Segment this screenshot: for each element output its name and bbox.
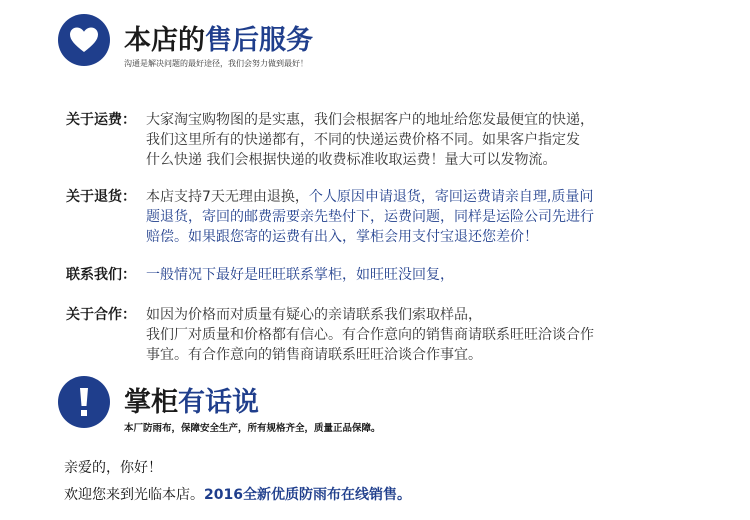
exclamation-badge (58, 376, 110, 428)
after-sales-subtitle: 沟通是解决问题的最好途径，我们会努力做到最好！ (124, 59, 308, 68)
after-sales-title: 本店的售后服务 (124, 25, 313, 56)
greeting-line-2: 欢迎您来到光临本店。2016全新优质防雨布在线销售。 (64, 487, 411, 503)
section-label: 联系我们： (66, 267, 136, 283)
section-line: 一般情况下最好是旺旺联系掌柜，如旺旺没回复， (146, 267, 454, 283)
heart-badge (58, 14, 110, 66)
section-line: 大家淘宝购物图的是实惠，我们会根据客户的地址给您发最便宜的快递， (146, 112, 594, 128)
section-line: 什么快递 我们会根据快递的收费标准收取运费！量大可以发物流。 (146, 152, 557, 168)
section-line: 我们这里所有的快递都有，不同的快递运费价格不同。如果客户指定发 (146, 132, 580, 148)
greeting-line-1: 亲爱的，你好！ (64, 460, 162, 476)
section-line: 我们厂对质量和价格都有信心。有合作意向的销售商请联系旺旺洽谈合作 (146, 327, 594, 343)
section-label: 关于运费： (66, 112, 136, 128)
section-line: 事宜。有合作意向的销售商请联系旺旺洽谈合作事宜。 (146, 347, 482, 363)
section-label: 关于合作： (66, 307, 136, 323)
section-label: 关于退货： (66, 189, 136, 205)
section-line: 题退货，寄回的邮费需要亲先垫付下，运费问题，同样是运险公司先进行 (146, 209, 594, 225)
section-line: 赔偿。如果跟您寄的运费有出入，掌柜会用支付宝退还您差价！ (146, 229, 538, 245)
after-sales-header (58, 14, 658, 74)
section-line: 本店支持7天无理由退换，个人原因申请退货，寄回运费请亲自理,质量问 (146, 189, 594, 205)
heart-icon (69, 26, 99, 54)
exclamation-icon (78, 386, 90, 418)
section-line: 如因为价格而对质量有疑心的亲请联系我们索取样品， (146, 307, 482, 323)
shopkeeper-title: 掌柜有话说 (124, 387, 259, 418)
shopkeeper-subtitle: 本厂防雨布，保障安全生产，所有规格齐全，质量正品保障。 (124, 423, 381, 434)
shopkeeper-header (58, 376, 658, 436)
